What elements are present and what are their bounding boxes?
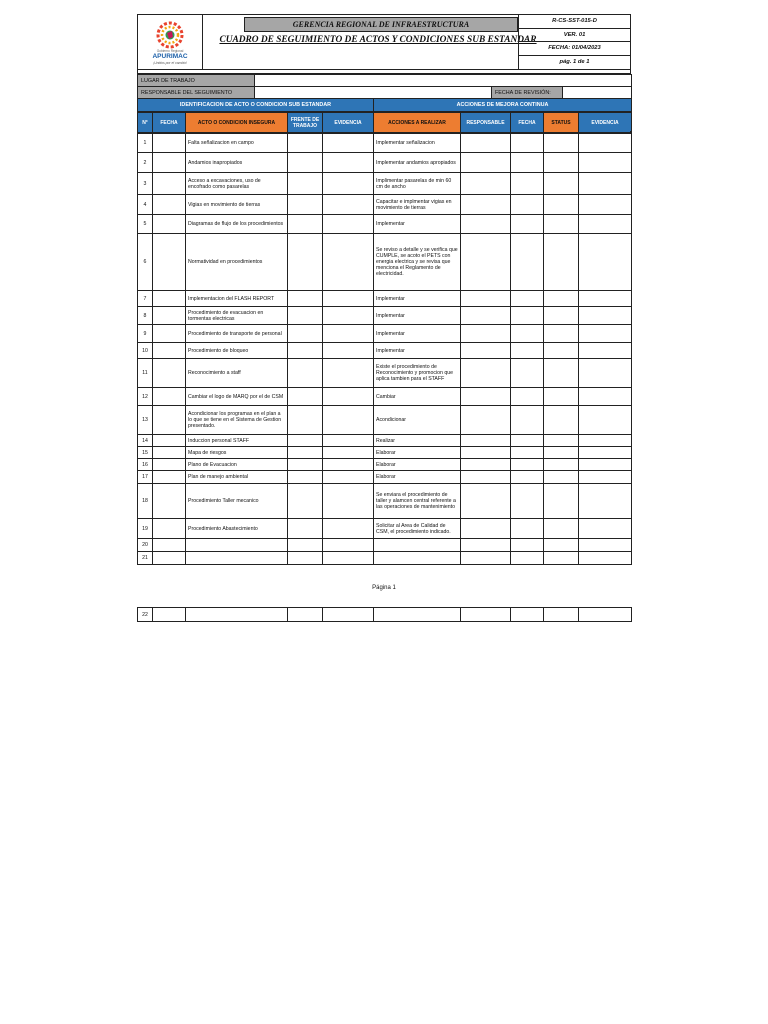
page-footer: Página 1 [372, 585, 396, 591]
org-title: GERENCIA REGIONAL DE INFRAESTRUCTURA [244, 17, 518, 32]
accion-cell: Implementar [374, 307, 461, 325]
fecha-cell[interactable] [153, 134, 186, 153]
frente-cell[interactable] [288, 215, 323, 234]
fecha-cell[interactable] [153, 552, 186, 565]
fecha-cell[interactable] [153, 343, 186, 359]
cell[interactable] [544, 608, 579, 622]
responsable-cell[interactable] [461, 539, 511, 552]
extra-table [137, 607, 632, 622]
fecha-accion-cell[interactable] [511, 343, 544, 359]
evidencia-cell[interactable] [323, 153, 374, 173]
col-acto: ACTO O CONDICION INSEGURA [186, 113, 288, 133]
frente-cell[interactable] [288, 291, 323, 307]
table-row [138, 134, 632, 153]
evidencia-cell[interactable] [323, 134, 374, 153]
status-cell[interactable] [544, 447, 579, 459]
logo-text: APURIMAC [152, 53, 188, 60]
accion-cell: Implementar andamios apropiados [374, 153, 461, 173]
evidencia-cell[interactable] [323, 215, 374, 234]
doc-page: pág. 1 de 1 [559, 58, 590, 65]
acto-cell: Acondicionar los programas en el plan a lo que se tiene en el Sistema de Gestion presentado. [186, 406, 288, 435]
frente-cell[interactable] [288, 153, 323, 173]
evidencia-accion-cell[interactable] [579, 307, 632, 325]
logo-subtext: Gobierno Regional [156, 49, 184, 53]
responsable-cell[interactable] [461, 195, 511, 215]
fecha-accion-cell[interactable] [511, 519, 544, 539]
col-n: N° [138, 113, 153, 133]
acto-cell: Procedimiento de evacuacion en tormentas electricas [186, 307, 288, 325]
row-number: 3 [138, 173, 153, 195]
accion-cell: Se reviso a detalle y se verifica que CUMPLE, se acoto el PETS con energia electrica y se revisa que menciona el Reglamento de electricidad. [374, 234, 461, 291]
fecha-cell[interactable] [153, 447, 186, 459]
responsable-cell[interactable] [461, 173, 511, 195]
accion-cell: Implementar [374, 215, 461, 234]
row-number: 14 [138, 435, 153, 447]
evidencia-accion-cell[interactable] [579, 459, 632, 471]
acto-cell: Reconocimiento a staff [186, 359, 288, 388]
table-row [138, 406, 632, 435]
col-evidencia: EVIDENCIA [323, 113, 374, 133]
acto-cell: Falta señalizacion en campo [186, 134, 288, 153]
acto-cell: Mapa de riesgos [186, 447, 288, 459]
responsable-cell[interactable] [461, 291, 511, 307]
responsable-cell[interactable] [461, 435, 511, 447]
table-row [138, 435, 632, 447]
row-number: 17 [138, 471, 153, 484]
accion-cell [374, 552, 461, 565]
frente-cell[interactable] [288, 359, 323, 388]
fecha-accion-cell[interactable] [511, 215, 544, 234]
evidencia-accion-cell[interactable] [579, 134, 632, 153]
frente-cell[interactable] [288, 552, 323, 565]
cell[interactable] [288, 608, 323, 622]
row-number: 2 [138, 153, 153, 173]
accion-cell: Implementar señalizacion [374, 134, 461, 153]
fecha-cell[interactable] [153, 325, 186, 343]
section-right: ACCIONES DE MEJORA CONTINUA [374, 99, 632, 112]
table-row [138, 153, 632, 173]
evidencia-accion-cell[interactable] [579, 539, 632, 552]
acto-cell: Induccion personal STAFF [186, 435, 288, 447]
row-number: 19 [138, 519, 153, 539]
fecha-cell[interactable] [153, 359, 186, 388]
cell[interactable] [323, 608, 374, 622]
acto-cell: Procedimiento Taller mecanico [186, 484, 288, 519]
fecha-cell[interactable] [153, 173, 186, 195]
fecha-cell[interactable] [153, 519, 186, 539]
status-cell[interactable] [544, 173, 579, 195]
table-row [138, 343, 632, 359]
col-frente: FRENTE DE TRABAJO [288, 113, 323, 133]
cell[interactable] [186, 608, 288, 622]
responsable-cell[interactable] [461, 406, 511, 435]
document-header [137, 14, 631, 70]
evidencia-accion-cell[interactable] [579, 435, 632, 447]
table-row [138, 325, 632, 343]
doc-meta [518, 15, 630, 69]
fecha-accion-cell[interactable] [511, 471, 544, 484]
review-date-label: FECHA DE REVISIÓN: [492, 87, 563, 99]
fecha-accion-cell[interactable] [511, 484, 544, 519]
table-row [138, 608, 632, 622]
acto-cell [186, 539, 288, 552]
fecha-accion-cell[interactable] [511, 552, 544, 565]
row-number: 11 [138, 359, 153, 388]
status-cell[interactable] [544, 435, 579, 447]
fecha-cell[interactable] [153, 234, 186, 291]
row-number: 10 [138, 343, 153, 359]
responsable-cell[interactable] [461, 215, 511, 234]
evidencia-cell[interactable] [323, 359, 374, 388]
status-cell[interactable] [544, 388, 579, 406]
responsable-cell[interactable] [461, 552, 511, 565]
acto-cell: Implementacion del FLASH REPORT [186, 291, 288, 307]
frente-cell[interactable] [288, 447, 323, 459]
row-number: 9 [138, 325, 153, 343]
doc-version: VER. 01 [519, 29, 630, 43]
status-cell[interactable] [544, 325, 579, 343]
frente-cell[interactable] [288, 134, 323, 153]
status-cell[interactable] [544, 471, 579, 484]
frente-cell[interactable] [288, 406, 323, 435]
accion-cell: Implimentar pasarelas de min 60 cm de ancho [374, 173, 461, 195]
table-row [138, 484, 632, 519]
fecha-cell[interactable] [153, 215, 186, 234]
responsable-cell[interactable] [461, 325, 511, 343]
fecha-cell[interactable] [153, 307, 186, 325]
row-number: 13 [138, 406, 153, 435]
evidencia-accion-cell[interactable] [579, 291, 632, 307]
fecha-accion-cell[interactable] [511, 153, 544, 173]
fecha-accion-cell[interactable] [511, 195, 544, 215]
row-number: 4 [138, 195, 153, 215]
frente-cell[interactable] [288, 173, 323, 195]
status-cell[interactable] [544, 539, 579, 552]
evidencia-accion-cell[interactable] [579, 195, 632, 215]
evidencia-cell[interactable] [323, 447, 374, 459]
evidencia-accion-cell[interactable] [579, 406, 632, 435]
cell[interactable] [374, 608, 461, 622]
row-number: 6 [138, 234, 153, 291]
apurimac-logo [138, 15, 203, 69]
accion-cell: Capacitar e implmentar vigias en movimiento de tierras [374, 195, 461, 215]
responsible-value[interactable] [255, 87, 492, 99]
row-number: 16 [138, 459, 153, 471]
doc-code: R-CS-SST-015-D [519, 15, 630, 29]
acto-cell: Andamios inapropiados [186, 153, 288, 173]
table-row [138, 359, 632, 388]
row-number: 5 [138, 215, 153, 234]
table-row [138, 291, 632, 307]
row-number: 22 [138, 608, 153, 622]
status-cell[interactable] [544, 459, 579, 471]
status-cell[interactable] [544, 215, 579, 234]
section-left: IDENTIFICACION DE ACTO O CONDICION SUB ESTANDAR [138, 99, 374, 112]
row-number: 18 [138, 484, 153, 519]
evidencia-cell[interactable] [323, 325, 374, 343]
accion-cell: Implementar [374, 343, 461, 359]
fecha-cell[interactable] [153, 484, 186, 519]
fecha-accion-cell[interactable] [511, 173, 544, 195]
row-number: 20 [138, 539, 153, 552]
frente-cell[interactable] [288, 484, 323, 519]
column-headers [137, 112, 632, 133]
evidencia-cell[interactable] [323, 459, 374, 471]
evidencia-cell[interactable] [323, 484, 374, 519]
evidencia-accion-cell[interactable] [579, 173, 632, 195]
review-date-value[interactable] [563, 87, 632, 99]
accion-cell: Elaborar [374, 471, 461, 484]
responsable-cell[interactable] [461, 307, 511, 325]
fecha-accion-cell[interactable] [511, 291, 544, 307]
row-number: 12 [138, 388, 153, 406]
evidencia-accion-cell[interactable] [579, 388, 632, 406]
fecha-accion-cell[interactable] [511, 539, 544, 552]
responsable-cell[interactable] [461, 234, 511, 291]
col-status: STATUS [544, 113, 579, 133]
cell[interactable] [461, 608, 511, 622]
status-cell[interactable] [544, 234, 579, 291]
status-cell[interactable] [544, 519, 579, 539]
evidencia-accion-cell[interactable] [579, 325, 632, 343]
accion-cell: Elaborar [374, 447, 461, 459]
responsable-cell[interactable] [461, 459, 511, 471]
accion-cell: Realizar [374, 435, 461, 447]
frente-cell[interactable] [288, 343, 323, 359]
acto-cell: Procedimiento de bloqueo [186, 343, 288, 359]
evidencia-accion-cell[interactable] [579, 519, 632, 539]
doc-title: CUADRO DE SEGUIMIENTO DE ACTOS Y CONDICIONES SUB ESTANDAR [219, 35, 537, 45]
table-row [138, 173, 632, 195]
fecha-accion-cell[interactable] [511, 435, 544, 447]
row-number: 15 [138, 447, 153, 459]
frente-cell[interactable] [288, 435, 323, 447]
evidencia-accion-cell[interactable] [579, 552, 632, 565]
table-row [138, 195, 632, 215]
col-evidencia-2: EVIDENCIA [579, 113, 632, 133]
workplace-label: LUGAR DE TRABAJO [138, 75, 255, 87]
fecha-accion-cell[interactable] [511, 388, 544, 406]
acto-cell: Plan de manejo ambiental [186, 471, 288, 484]
doc-date: FECHA: 01/04/2023 [519, 42, 630, 56]
evidencia-accion-cell[interactable] [579, 447, 632, 459]
acto-cell: Diagramas de flujo de los procedimientos [186, 215, 288, 234]
logo-tagline: ¡Unidos por el cambio! [153, 61, 187, 65]
evidencia-cell[interactable] [323, 471, 374, 484]
fecha-cell[interactable] [153, 195, 186, 215]
evidencia-cell[interactable] [323, 435, 374, 447]
status-cell[interactable] [544, 134, 579, 153]
evidencia-accion-cell[interactable] [579, 153, 632, 173]
fecha-cell[interactable] [153, 153, 186, 173]
col-fecha-2: FECHA [511, 113, 544, 133]
evidencia-accion-cell[interactable] [579, 234, 632, 291]
frente-cell[interactable] [288, 459, 323, 471]
acto-cell: Vigias en movimiento de tierras [186, 195, 288, 215]
frente-cell[interactable] [288, 195, 323, 215]
evidencia-cell[interactable] [323, 195, 374, 215]
accion-cell: Cambiar [374, 388, 461, 406]
section-headers [137, 98, 632, 112]
responsable-cell[interactable] [461, 447, 511, 459]
frente-cell[interactable] [288, 388, 323, 406]
table-row [138, 215, 632, 234]
frente-cell[interactable] [288, 539, 323, 552]
table-row [138, 234, 632, 291]
frente-cell[interactable] [288, 471, 323, 484]
responsable-cell[interactable] [461, 484, 511, 519]
fecha-cell[interactable] [153, 435, 186, 447]
frente-cell[interactable] [288, 234, 323, 291]
responsable-cell[interactable] [461, 134, 511, 153]
fecha-accion-cell[interactable] [511, 447, 544, 459]
table-row [138, 519, 632, 539]
evidencia-cell[interactable] [323, 234, 374, 291]
acto-cell: Normatividad en procedimientos [186, 234, 288, 291]
acto-cell: Procedimiento Abastecimiento [186, 519, 288, 539]
responsable-cell[interactable] [461, 359, 511, 388]
table-row [138, 539, 632, 552]
status-cell[interactable] [544, 484, 579, 519]
evidencia-cell[interactable] [323, 552, 374, 565]
status-cell[interactable] [544, 307, 579, 325]
table-row [138, 307, 632, 325]
evidencia-accion-cell[interactable] [579, 471, 632, 484]
col-acciones: ACCIONES A REALIZAR [374, 113, 461, 133]
responsable-cell[interactable] [461, 471, 511, 484]
fecha-cell[interactable] [153, 471, 186, 484]
accion-cell: Implementar [374, 291, 461, 307]
acto-cell: Plano de Evacuacion [186, 459, 288, 471]
row-number: 1 [138, 134, 153, 153]
fecha-accion-cell[interactable] [511, 307, 544, 325]
acto-cell: Cambiar el logo de MARQ por el de CSM [186, 388, 288, 406]
accion-cell: Elaborar [374, 459, 461, 471]
tracking-table [137, 133, 632, 565]
row-number: 21 [138, 552, 153, 565]
responsable-cell[interactable] [461, 343, 511, 359]
col-fecha: FECHA [153, 113, 186, 133]
fecha-accion-cell[interactable] [511, 406, 544, 435]
fecha-cell[interactable] [153, 539, 186, 552]
fecha-cell[interactable] [153, 388, 186, 406]
fecha-cell[interactable] [153, 459, 186, 471]
fecha-cell[interactable] [153, 406, 186, 435]
responsable-cell[interactable] [461, 153, 511, 173]
evidencia-accion-cell[interactable] [579, 215, 632, 234]
acto-cell [186, 552, 288, 565]
fecha-accion-cell[interactable] [511, 234, 544, 291]
frente-cell[interactable] [288, 519, 323, 539]
frente-cell[interactable] [288, 307, 323, 325]
evidencia-accion-cell[interactable] [579, 484, 632, 519]
table-row [138, 447, 632, 459]
status-cell[interactable] [544, 406, 579, 435]
row-number: 7 [138, 291, 153, 307]
cell[interactable] [579, 608, 632, 622]
fecha-accion-cell[interactable] [511, 459, 544, 471]
status-cell[interactable] [544, 359, 579, 388]
evidencia-cell[interactable] [323, 307, 374, 325]
table-row [138, 471, 632, 484]
evidencia-cell[interactable] [323, 173, 374, 195]
cell[interactable] [153, 608, 186, 622]
evidencia-accion-cell[interactable] [579, 343, 632, 359]
evidencia-cell[interactable] [323, 519, 374, 539]
accion-cell: Se enviara el procedimiento de taller y alamcen central referente a las operaciones de mantenimiento [374, 484, 461, 519]
acto-cell: Procedimiento de transporte de personal [186, 325, 288, 343]
evidencia-cell[interactable] [323, 291, 374, 307]
frente-cell[interactable] [288, 325, 323, 343]
row-number: 8 [138, 307, 153, 325]
workplace-value[interactable] [255, 75, 632, 87]
evidencia-cell[interactable] [323, 539, 374, 552]
responsable-cell[interactable] [461, 388, 511, 406]
cell[interactable] [511, 608, 544, 622]
table-row [138, 388, 632, 406]
accion-cell: Acondicionar [374, 406, 461, 435]
table-row [138, 552, 632, 565]
evidencia-cell[interactable] [323, 406, 374, 435]
status-cell[interactable] [544, 343, 579, 359]
status-cell[interactable] [544, 552, 579, 565]
status-cell[interactable] [544, 195, 579, 215]
accion-cell: Solicitar al Area de Calidad de CSM, el procedimiento indicado. [374, 519, 461, 539]
status-cell[interactable] [544, 291, 579, 307]
info-table [137, 74, 632, 99]
accion-cell [374, 539, 461, 552]
responsable-cell[interactable] [461, 519, 511, 539]
fecha-accion-cell[interactable] [511, 325, 544, 343]
accion-cell: Existe el procedimiento de Reconocimiento y promocion que aplica tambien para el STAFF [374, 359, 461, 388]
accion-cell: Implementar [374, 325, 461, 343]
fecha-accion-cell[interactable] [511, 359, 544, 388]
table-row [138, 459, 632, 471]
evidencia-accion-cell[interactable] [579, 359, 632, 388]
acto-cell: Acceso a excavaciones, uso de encofrado como pasarelas [186, 173, 288, 195]
col-responsable: RESPONSABLE [461, 113, 511, 133]
fecha-accion-cell[interactable] [511, 134, 544, 153]
responsible-label: RESPONSABLE DEL SEGUIMIENTO [138, 87, 255, 99]
evidencia-cell[interactable] [323, 388, 374, 406]
status-cell[interactable] [544, 153, 579, 173]
fecha-cell[interactable] [153, 291, 186, 307]
evidencia-cell[interactable] [323, 343, 374, 359]
